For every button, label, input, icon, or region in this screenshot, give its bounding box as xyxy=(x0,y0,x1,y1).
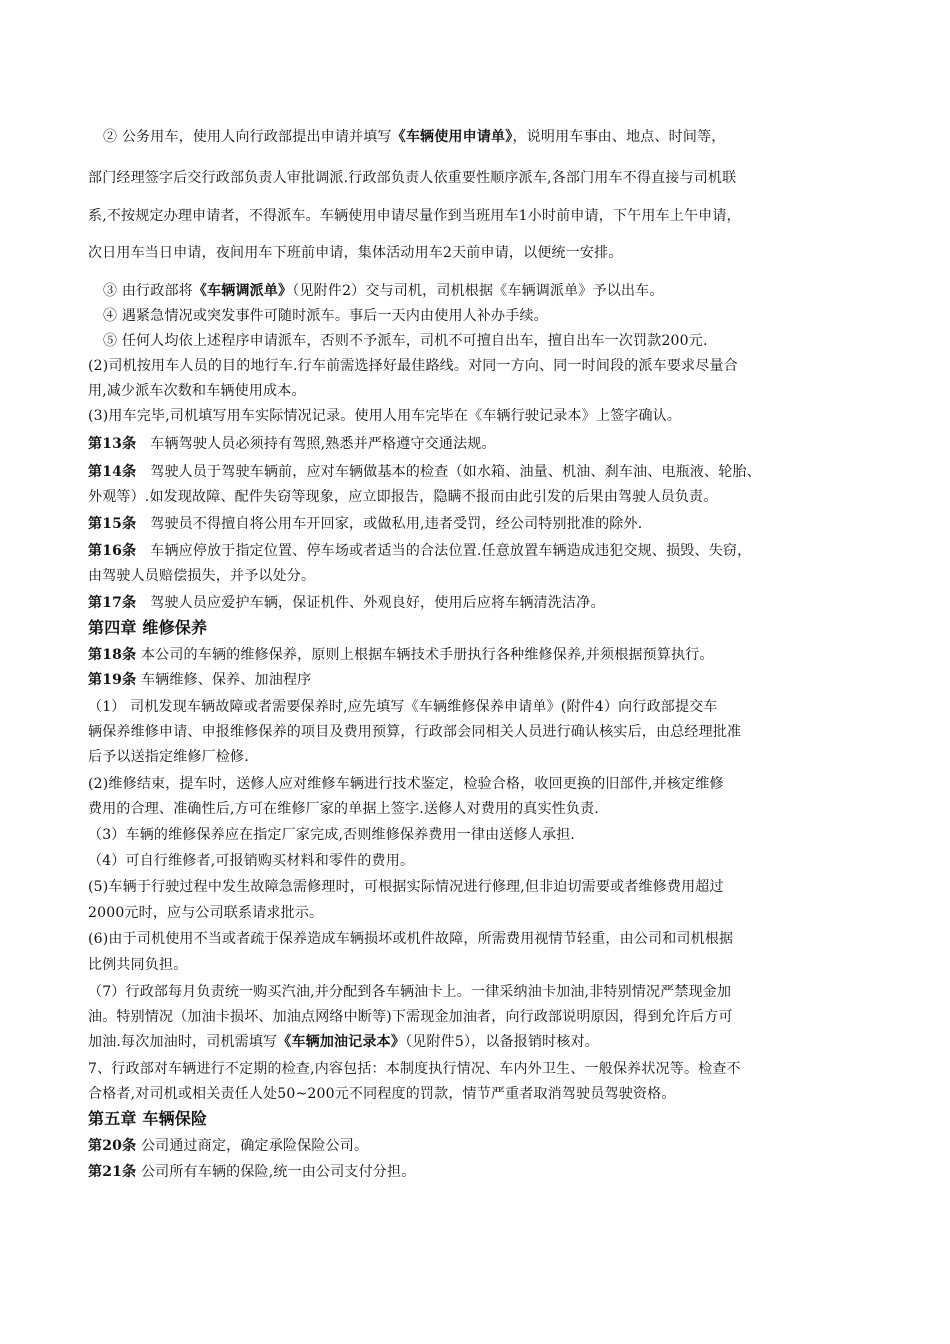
paragraph-line: ⑤ 任何人均依上述程序申请派车，否则不予派车，司机不可擅自出车，擅自出车一次罚款200元. xyxy=(103,333,708,349)
article-19 xyxy=(88,670,311,690)
paragraph-line: 系,不按规定办理申请者，不得派车。车辆使用申请尽量作到当班用车1小时前申请，下午用车上午申请， xyxy=(88,208,741,224)
paragraph-line: 2000元时，应与公司联系请求批示。 xyxy=(88,905,324,921)
paragraph-line: 7、行政部对车辆进行不定期的检查,内容包括：本制度执行情况、车内外卫生、一般保养状况等。检查不 xyxy=(88,1061,741,1077)
form-name: 《车辆调派单》 xyxy=(192,283,293,299)
article-number: 第14条 xyxy=(88,464,137,480)
text: 加油.每次加油时，司机需填写 xyxy=(88,1034,278,1050)
article-number: 第18条 xyxy=(88,647,137,663)
article-18 xyxy=(88,645,714,665)
paragraph-line: 费用的合理、准确性后,方可在维修厂家的单据上签字.送修人对费用的真实性负责. xyxy=(88,801,599,817)
paragraph-line: （4）可自行维修者,可报销购买材料和零件的费用。 xyxy=(88,853,415,869)
article-text: 车辆驾驶人员必须持有驾照,熟悉并严格遵守交通法规。 xyxy=(150,436,496,452)
paragraph-line: (3)用车完毕,司机填写用车实际情况记录。使用人用车完毕在《车辆行驶记录本》上签字确认。 xyxy=(88,408,682,424)
paragraph-line: (6)由于司机使用不当或者疏于保养造成车辆损坏或机件故障，所需费用视情节轻重，由公司和司机根据 xyxy=(88,931,734,947)
paragraph-line: 后予以送指定维修厂检修. xyxy=(88,749,249,765)
paragraph-line: 辆保养维修申请、申报维修保养的项目及费用预算，行政部会同相关人员进行确认核实后，由总经理批准 xyxy=(88,724,742,740)
text: ，说明用车事由、地点、时间等， xyxy=(512,129,726,145)
article-16 xyxy=(88,541,751,561)
article-14 xyxy=(88,462,761,482)
article-text: 公司所有车辆的保险,统一由公司支付分担。 xyxy=(140,1164,416,1180)
paragraph-line: ④ 遇紧急情况或突发事件可随时派车。事后一天内由使用人补办手续。 xyxy=(103,308,548,324)
paragraph-line xyxy=(103,281,664,301)
paragraph-line: 合格者,对司机或相关责任人处50~200元不同程度的罚款，情节严重者取消驾驶员驾驶资格。 xyxy=(88,1086,676,1102)
paragraph-line: 由驾驶人员赔偿损失，并予以处分。 xyxy=(88,568,316,584)
form-name: 《车辆使用申请单》 xyxy=(391,129,513,145)
article-17 xyxy=(88,593,605,613)
paragraph-line xyxy=(103,127,725,147)
article-number: 第19条 xyxy=(88,672,137,688)
paragraph-line: （3）车辆的维修保养应在指定厂家完成,否则维修保养费用一律由送修人承担. xyxy=(88,827,576,843)
text: （见附件2）交与司机，司机根据《车辆调派单》予以出车。 xyxy=(292,283,664,299)
form-name: 《车辆加油记录本》 xyxy=(277,1034,406,1050)
paragraph-line: (2)司机按用车人员的目的地行车.行车前需选择好最佳路线。对同一方向、同一时间段的派车要求尽量合 xyxy=(88,358,738,374)
paragraph-line: （1） 司机发现车辆故障或者需要保养时,应先填写《车辆维修保养申请单》(附件4）向行政部提交车 xyxy=(88,699,718,715)
paragraph-line: (2)维修结束，提车时，送修人应对维修车辆进行技术鉴定，检验合格，收回更换的旧部件,并核定维修 xyxy=(88,776,724,792)
article-text: 车辆维修、保养、加油程序 xyxy=(140,672,312,688)
paragraph-line: 用,减少派车次数和车辆使用成本。 xyxy=(88,383,306,399)
article-number: 第13条 xyxy=(88,436,137,452)
text: （见附件5），以备报销时核对。 xyxy=(405,1034,599,1050)
paragraph-line: 油。特别情况（加油卡损坏、加油点网络中断等)下需现金加油者，向行政部说明原因，得到允许后方可 xyxy=(88,1009,733,1025)
text: ③ 由行政部将 xyxy=(103,283,193,299)
paragraph-line: 部门经理签字后交行政部负责人审批调派.行政部负责人依重要性顺序派车,各部门用车不得直接与司机联 xyxy=(88,170,737,186)
paragraph-line: 次日用车当日申请，夜间用车下班前申请，集体活动用车2天前申请，以便统一安排。 xyxy=(88,245,623,261)
article-21 xyxy=(88,1162,415,1182)
article-13 xyxy=(88,434,496,454)
article-text: 本公司的车辆的维修保养，原则上根据车辆技术手册执行各种维修保养,并须根据预算执行。 xyxy=(140,647,714,663)
article-number: 第20条 xyxy=(88,1138,137,1154)
article-text: 公司通过商定，确定承险保险公司。 xyxy=(140,1138,369,1154)
paragraph-line: (5)车辆于行驶过程中发生故障急需修理时，可根据实际情况进行修理,但非迫切需要或者维修费用超过 xyxy=(88,879,724,895)
paragraph-line xyxy=(88,1032,599,1052)
article-20 xyxy=(88,1136,368,1156)
chapter-heading: 第五章 车辆保险 xyxy=(88,1109,208,1128)
text: ② 公务用车，使用人向行政部提出申请并填写 xyxy=(103,129,392,145)
article-text: 驾驶人员应爱护车辆，保证机件、外观良好，使用后应将车辆清洗洁净。 xyxy=(150,595,605,611)
article-text: 驾驶人员于驾驶车辆前，应对车辆做基本的检查（如水箱、油量、机油、刹车油、电瓶液、轮胎、 xyxy=(150,464,761,480)
article-text: 车辆应停放于指定位置、停车场或者适当的合法位置.任意放置车辆造成违犯交规、损毁、失窃， xyxy=(150,543,752,559)
article-text: 驾驶员不得擅自将公用车开回家，或做私用,违者受罚，经公司特别批准的除外. xyxy=(150,516,643,532)
paragraph-line: （7）行政部每月负责统一购买汽油,并分配到各车辆油卡上。一律采纳油卡加油,非特别情况严禁现金加 xyxy=(88,984,732,1000)
article-number: 第17条 xyxy=(88,595,137,611)
paragraph-line: 外观等）.如发现故障、配件失窃等现象，应立即报告，隐瞒不报而由此引发的后果由驾驶人员负责。 xyxy=(88,489,718,505)
article-number: 第21条 xyxy=(88,1164,137,1180)
article-number: 第15条 xyxy=(88,516,137,532)
paragraph-line: 比例共同负担。 xyxy=(88,957,188,973)
article-15 xyxy=(88,514,642,534)
article-number: 第16条 xyxy=(88,543,137,559)
chapter-heading: 第四章 维修保养 xyxy=(88,618,208,637)
